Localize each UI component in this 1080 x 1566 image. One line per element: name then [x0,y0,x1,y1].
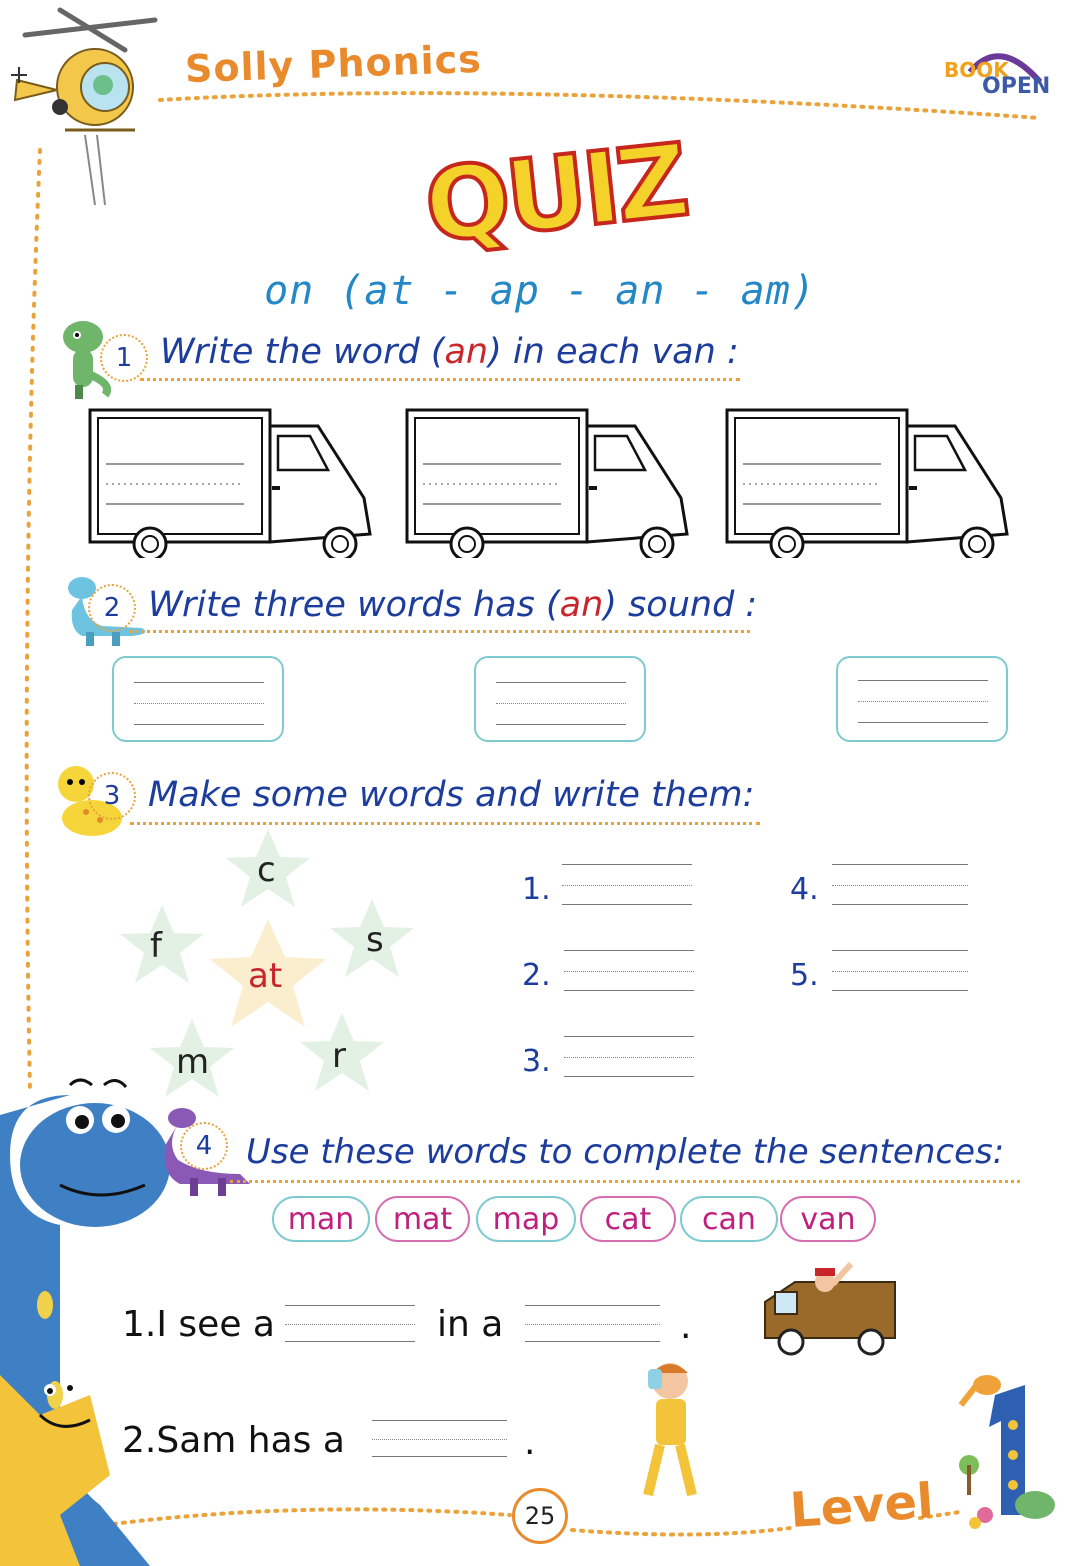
answer-box-3[interactable] [836,656,1008,742]
van-driver-illustration [755,1262,905,1358]
quiz-title [385,121,725,265]
question-1-title-start: Write the word ( [160,332,445,372]
answer-label-4: 4. [790,872,819,907]
word-pill-cat: cat [580,1196,676,1242]
star-letter-c: c [257,850,276,890]
word-pill-mat: mat [375,1196,470,1242]
sentence-1-blank-2[interactable] [525,1305,660,1342]
answer-label-1: 1. [522,872,551,907]
answer-box-1[interactable] [112,656,284,742]
sentence-2-start: 2.Sam has a [122,1420,345,1461]
question-1-title [160,332,739,372]
answer-line-5[interactable] [832,950,968,991]
sentence-2-period: . [524,1422,536,1463]
sentence-1-middle: in a [437,1304,504,1345]
van-1[interactable] [88,408,378,558]
sentence-1-period: . [680,1306,692,1347]
quiz-subtitle: on (at - ap - an - am) [264,268,816,314]
sentence-1-start: 1.I see a [122,1304,275,1345]
publisher-logo [940,42,1050,112]
question-1-highlight: an [444,332,489,372]
question-1-title-end: ) in each van : [488,332,739,372]
question-2-highlight: an [559,585,604,625]
question-number-4: 4 [180,1122,228,1170]
answer-line-1[interactable] [562,864,692,905]
helicopter-dino-illustration [5,5,170,215]
question-3-title: Make some words and write them: [148,775,755,815]
answer-label-3: 3. [522,1044,551,1079]
answer-label-2: 2. [522,958,551,993]
logo-word-top: BOOK [944,58,1009,82]
question-4-title: Use these words to complete the sentences: [246,1132,1005,1172]
level-one-dino-badge [955,1365,1060,1535]
van-2[interactable] [405,408,695,558]
star-letter-r: r [332,1036,346,1076]
level-label: Level [788,1473,936,1539]
answer-line-4[interactable] [832,864,968,905]
word-pill-man: man [272,1196,370,1242]
question-4-underline [230,1180,1020,1183]
question-2-title [148,585,757,625]
answer-box-2[interactable] [474,656,646,742]
question-number-2: 2 [88,584,136,632]
page-number: 25 [512,1488,568,1544]
answer-label-5: 5. [790,958,819,993]
sentence-2-blank[interactable] [372,1420,507,1457]
word-pill-map: map [476,1196,576,1242]
question-1-underline [140,378,740,381]
van-3[interactable] [725,408,1015,558]
star-letter-s: s [366,920,384,960]
word-pill-van: van [780,1196,876,1242]
boy-drinking-illustration [630,1355,710,1505]
star-letter-m: m [176,1042,210,1082]
question-2-title-start: Write three words has ( [148,585,560,625]
star-center-at: at [248,956,283,996]
question-number-3: 3 [88,772,136,820]
sentence-1-blank-1[interactable] [285,1305,415,1342]
answer-line-3[interactable] [564,1036,694,1077]
question-number-1: 1 [100,334,148,382]
answer-line-2[interactable] [564,950,694,991]
word-pill-can: can [680,1196,778,1242]
question-2-title-end: ) sound : [603,585,758,625]
brand-title: Solly Phonics [184,36,483,92]
question-2-underline [130,630,750,633]
star-letter-f: f [150,926,162,966]
quiz-title-text: QUIZ [419,121,691,265]
logo-word-bottom: OPEN [982,74,1051,99]
